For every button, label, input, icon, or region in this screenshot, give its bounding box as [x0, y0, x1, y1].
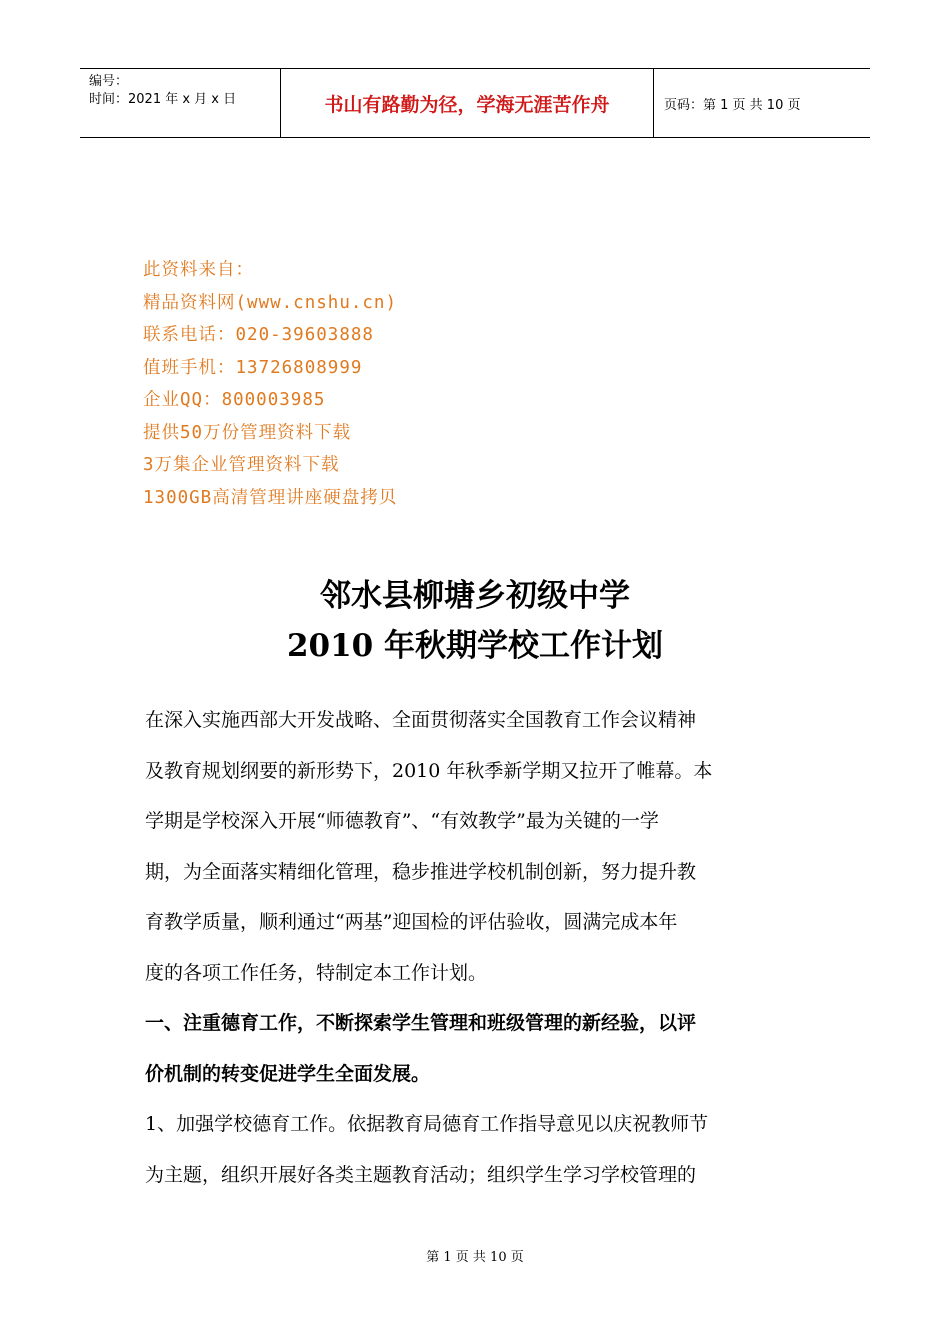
source-line: 此资料来自：	[143, 260, 254, 280]
source-line: 3万集企业管理资料下载	[143, 455, 340, 475]
header-motto: 书山有路勤为径，学海无涯苦作舟	[281, 69, 654, 137]
body-paragraph-line: 度的各项工作任务，特制定本工作计划。	[145, 961, 488, 984]
section-heading-line: 价机制的转变促进学生全面发展。	[145, 1062, 431, 1085]
document-title-line2: 2010 年秋期学校工作计划	[286, 628, 664, 664]
header-page-info: 页码：第 1 页 共 10 页	[664, 97, 801, 113]
source-line: 联系电话：020-39603888	[143, 325, 374, 345]
body-paragraph-line: 1、加强学校德育工作。依据教育局德育工作指导意见以庆祝教师节	[145, 1113, 709, 1135]
header-time-label: 时间：2021 年 x 月 x 日	[89, 92, 237, 107]
source-line: 值班手机：13726808999	[143, 357, 363, 378]
source-info-block	[143, 254, 397, 514]
body-paragraph-line: 期，为全面落实精细化管理，稳步推进学校机制创新，努力提升教	[145, 860, 697, 883]
source-line: 1300GB高清管理讲座硬盘拷贝	[143, 487, 398, 508]
page-footer: 第 1 页 共 10 页	[426, 1250, 524, 1265]
document-header	[80, 68, 870, 138]
header-number-label: 编号：	[89, 74, 129, 89]
body-paragraph-line: 为主题，组织开展好各类主题教育活动；组织学生学习学校管理的	[145, 1163, 697, 1186]
body-paragraph-line: 育教学质量，顺利通过“两基”迎国检的评估验收，圆满完成本年	[145, 911, 678, 933]
body-paragraph-line: 学期是学校深入开展“师德教育”、“有效教学”最为关键的一学	[145, 810, 659, 832]
source-line: 企业QQ：800003985	[143, 390, 326, 410]
section-heading-line: 一、注重德育工作，不断探索学生管理和班级管理的新经验，以评	[145, 1012, 697, 1034]
document-body	[145, 695, 805, 1200]
source-line: 精品资料网(www.cnshu.cn)	[143, 292, 398, 313]
body-paragraph-line: 在深入实施西部大开发战略、全面贯彻落实全国教育工作会议精神	[145, 709, 697, 731]
document-title-line1: 邻水县柳塘乡初级中学	[320, 578, 630, 614]
header-meta-cell	[80, 69, 281, 137]
source-line: 提供50万份管理资料下载	[143, 422, 352, 443]
body-paragraph-line: 及教育规划纲要的新形势下，2010 年秋季新学期又拉开了帷幕。本	[145, 759, 713, 782]
